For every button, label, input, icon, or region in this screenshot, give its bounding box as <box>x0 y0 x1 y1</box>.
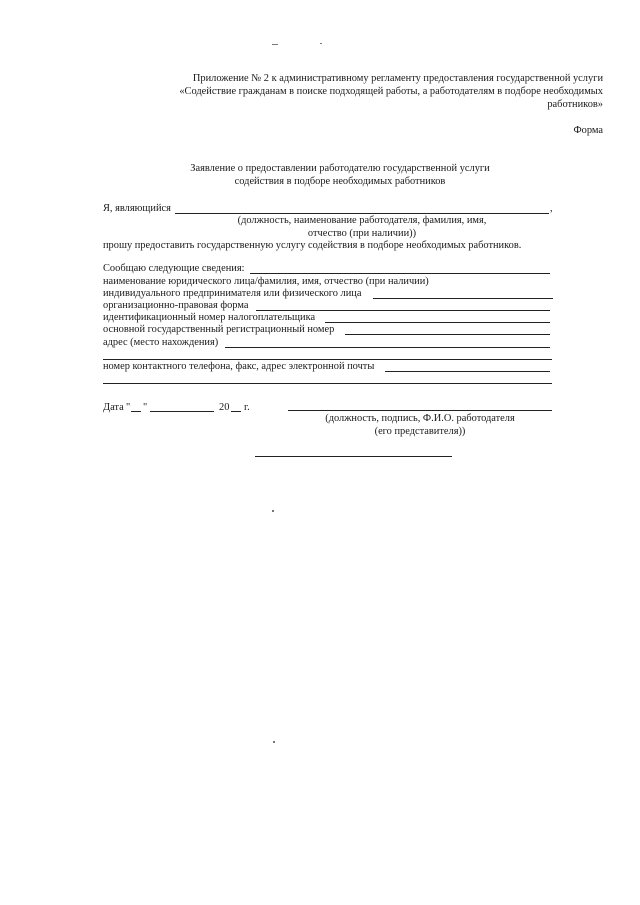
date-year-input-line[interactable] <box>231 411 241 412</box>
appendix-line-1: Приложение № 2 к административному регламенту предоставления государственной услуги <box>192 73 603 84</box>
date-year-prefix: 20 <box>219 402 230 413</box>
info-intro-line[interactable] <box>250 273 550 274</box>
scan-speck <box>320 43 322 44</box>
signature-hint-line-1: (должность, подпись, Ф.И.О. работодателя <box>325 413 515 424</box>
form-label: Форма <box>573 125 603 136</box>
contacts-input-line[interactable] <box>385 371 550 372</box>
closing-divider <box>255 456 452 457</box>
scan-speck <box>272 44 278 45</box>
ogrn-label: основной государственный регистрационный номер <box>103 324 335 335</box>
inn-label: идентификационный номер налогоплательщика <box>103 312 316 323</box>
applicant-comma: , <box>550 203 553 214</box>
address-label: адрес (место нахождения) <box>103 337 219 348</box>
date-month-input-line[interactable] <box>150 411 214 412</box>
entity-name-input-line[interactable] <box>373 298 553 299</box>
document-title-line-2: содействия в подборе необходимых работников <box>234 176 446 187</box>
org-form-label: организационно-правовая форма <box>103 300 249 311</box>
info-intro: Сообщаю следующие сведения: <box>103 263 245 274</box>
ogrn-input-line[interactable] <box>345 334 550 335</box>
appendix-line-3: работников» <box>547 99 603 110</box>
inn-input-line[interactable] <box>325 322 550 323</box>
signature-hint-line-2: (его представителя)) <box>374 426 466 437</box>
signature-input-line[interactable] <box>288 410 552 411</box>
date-label: Дата <box>103 402 124 413</box>
scan-speck <box>272 510 274 512</box>
date-quote-close: " <box>143 402 148 413</box>
appendix-line-2: «Содействие гражданам в поиске подходящей работы, а работодателям в подборе необходимых <box>179 86 603 97</box>
entity-name-label-2: индивидуального предпринимателя или физического лица <box>103 288 362 299</box>
contacts-label: номер контактного телефона, факс, адрес электронной почты <box>103 361 375 372</box>
date-quote-open: " <box>126 402 131 413</box>
date-year-suffix: г. <box>244 402 250 413</box>
applicant-hint-line-2: отчество (при наличии)) <box>307 228 417 239</box>
entity-name-label-1: наименование юридического лица/фамилия, имя, отчество (при наличии) <box>103 276 429 287</box>
address-input-line[interactable] <box>225 347 550 348</box>
applicant-label: Я, являющийся <box>103 203 171 214</box>
applicant-hint-line-1: (должность, наименование работодателя, фамилия, имя, <box>237 215 487 226</box>
request-text: прошу предоставить государственную услугу содействия в подборе необходимых работников. <box>103 240 522 251</box>
document-title-line-1: Заявление о предоставлении работодателю государственной услуги <box>190 163 490 174</box>
date-day-input-line[interactable] <box>131 411 141 412</box>
contacts-input-line-2[interactable] <box>103 383 552 384</box>
scan-speck <box>273 741 275 743</box>
